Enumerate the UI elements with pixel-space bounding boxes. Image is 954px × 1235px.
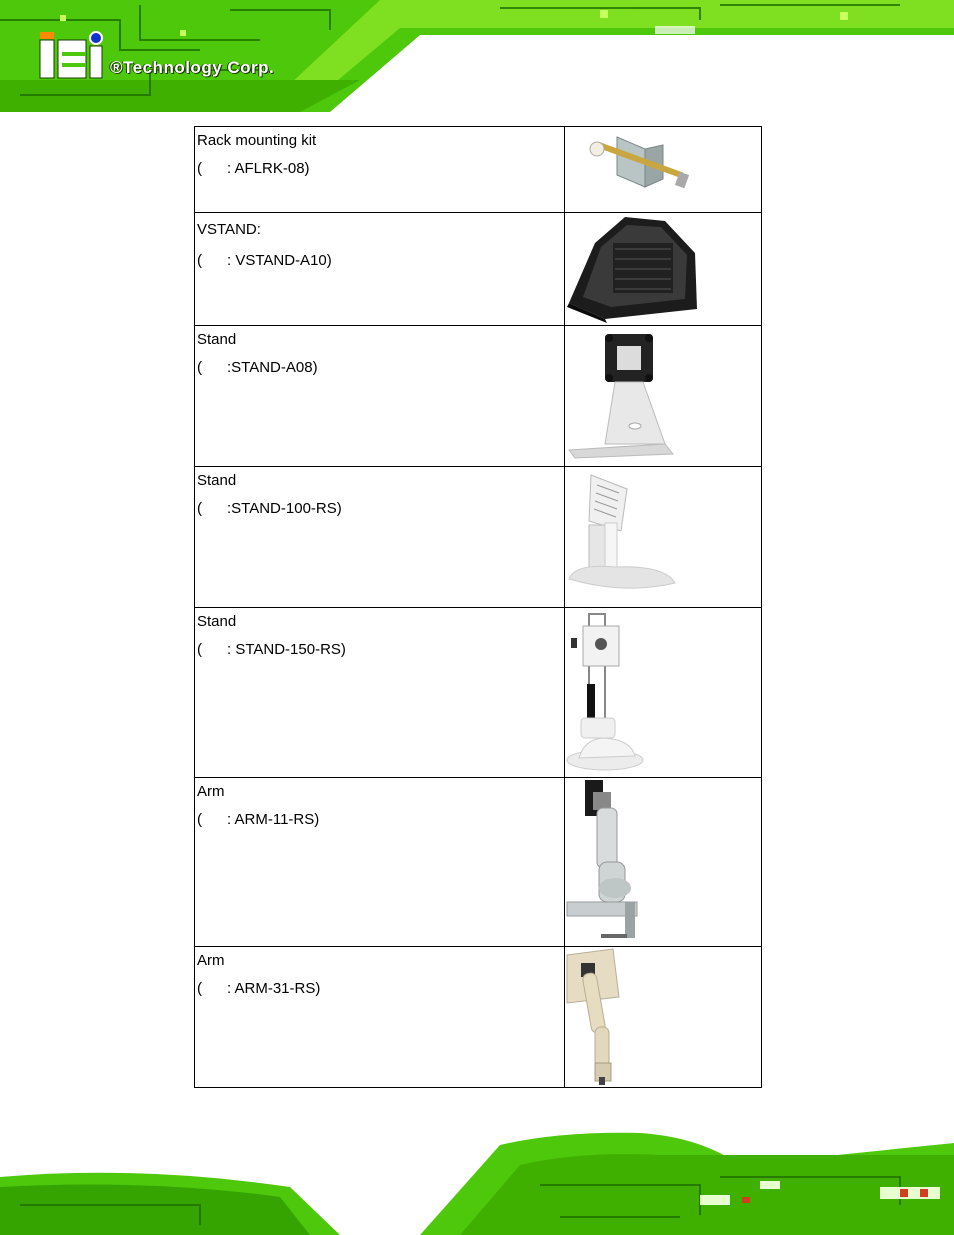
table-row: [195, 467, 762, 608]
accessory-image-cell: [565, 127, 762, 213]
accessory-part-number: : AFLRK-08): [227, 160, 310, 177]
table-row: [195, 778, 762, 947]
paren: (: [197, 160, 202, 177]
accessory-part-number: : VSTAND-A10): [227, 252, 332, 269]
accessory-part-number: : ARM-11-RS): [227, 811, 320, 828]
accessory-description: [195, 947, 565, 1088]
table-row: [195, 947, 762, 1088]
paren: (: [197, 500, 202, 517]
table-row: [195, 127, 762, 213]
accessory-name: Stand: [197, 472, 237, 489]
accessory-image-cell: [565, 326, 762, 467]
accessory-part-number: : ARM-31-RS): [227, 980, 321, 997]
accessory-image-cell: [565, 947, 762, 1088]
arm-31-icon: [565, 947, 761, 1087]
company-logo-text: ®Technology Corp.: [110, 58, 275, 77]
accessory-part-number: :STAND-A08): [227, 359, 318, 376]
page-header: [0, 0, 954, 112]
accessory-image-cell: [565, 213, 762, 326]
vstand-icon: [565, 213, 761, 325]
paren: (: [197, 811, 202, 828]
stand-150-icon: [565, 608, 761, 776]
accessory-name: VSTAND:: [197, 221, 261, 238]
table-row: [195, 213, 762, 326]
page-footer: [0, 1125, 954, 1235]
table-row: [195, 608, 762, 778]
stand-100-icon: [565, 467, 761, 607]
accessory-description: [195, 467, 565, 608]
accessory-image-cell: [565, 467, 762, 608]
accessory-part-number: :STAND-100-RS): [227, 500, 342, 517]
paren: (: [197, 359, 202, 376]
accessory-name: Arm: [197, 952, 225, 969]
accessory-description: [195, 326, 565, 467]
accessory-name: Stand: [197, 331, 237, 348]
circuit-board-footer: [0, 1125, 954, 1235]
accessory-name: Rack mounting kit: [197, 132, 317, 149]
accessory-description: [195, 127, 565, 213]
accessory-name: Stand: [197, 613, 237, 630]
accessories-table: [194, 126, 762, 1088]
accessory-image-cell: [565, 608, 762, 778]
accessory-description: [195, 608, 565, 778]
accessory-part-number: : STAND-150-RS): [227, 641, 346, 658]
paren: (: [197, 252, 202, 269]
accessory-image-cell: [565, 778, 762, 947]
accessory-name: Arm: [197, 783, 225, 800]
table-row: [195, 326, 762, 467]
accessory-description: [195, 778, 565, 947]
paren: (: [197, 980, 202, 997]
stand-a08-icon: [565, 326, 761, 466]
paren: (: [197, 641, 202, 658]
circuit-board-banner: [0, 0, 954, 112]
rack-mount-kit-icon: [565, 127, 761, 211]
arm-11-icon: [565, 778, 761, 946]
accessory-description: [195, 213, 565, 326]
